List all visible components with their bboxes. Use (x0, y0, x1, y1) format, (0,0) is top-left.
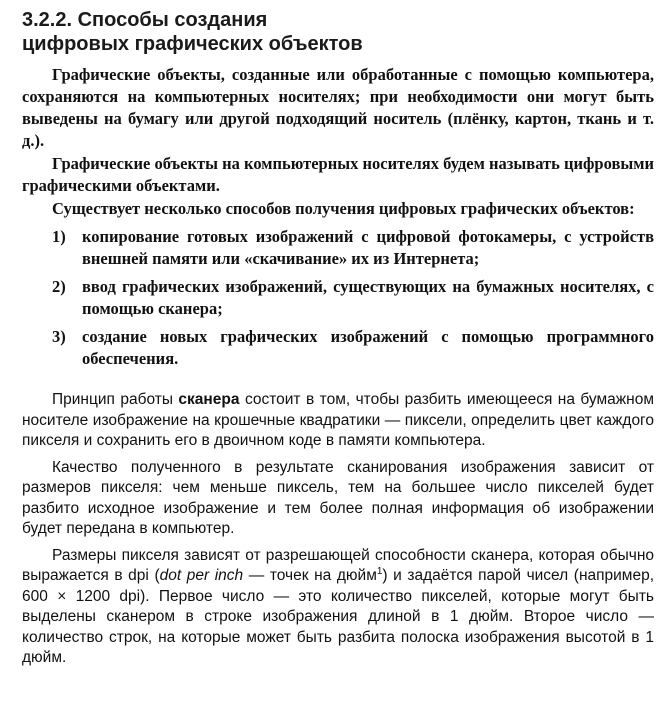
dpi-expansion: dot per inch (159, 567, 244, 584)
ways-list-item-1 (22, 226, 654, 270)
intro-paragraph-3: Существует несколько способов получения цифровых графических объектов: (52, 199, 635, 218)
section-heading-line-2: цифровых графических объектов (22, 33, 363, 55)
ways-list-item-number: 3) (52, 327, 66, 346)
scanner-p1-start: Принцип работы (52, 391, 179, 408)
ways-list-item-number: 1) (52, 227, 66, 246)
ways-list-item-3 (22, 326, 654, 370)
ways-list-item-text: ввод графических изображений, существующих на бумажных носителях, с помощью сканера; (82, 277, 654, 318)
intro-paragraph-1: Графические объекты, созданные или обработанные с помощью компьютера, сохраняются на компьютерных носителях; при необходимости они могут быть выведены на бумагу или другой подходящий носитель (плёнку, картон, ткань и т. д.). (22, 65, 654, 150)
scanner-term: сканера (178, 391, 240, 408)
intro-paragraph-2: Графические объекты на компьютерных носителях будем называть цифровыми графическими объектами. (22, 154, 654, 195)
scanner-p3-end: ) и задаётся парой чисел (например, 600 × 1200 dpi). Первое число — это количество пикселей, которые могут быть выделены сканером в строке изображения длиной в 1 дюйм. Второе число — количество строк, на которые может быть разбита полоска изображения высотой в 1 дюйм. (22, 567, 655, 666)
ways-list-item-number: 2) (52, 277, 66, 296)
ways-list (22, 226, 654, 370)
section-heading-line-1: 3.2.2. Способы создания (22, 9, 268, 31)
scanner-paragraph-1 (22, 390, 654, 452)
ways-list-item-text: копирование готовых изображений с цифровой фотокамеры, с устройств внешней памяти или «скачивание» их из Интернета; (82, 227, 654, 268)
scanner-block (22, 390, 654, 669)
scanner-paragraph-3 (22, 546, 654, 669)
scanner-p3-mid: — точек на дюйм (243, 567, 377, 584)
ways-list-item-text: создание новых графических изображений с помощью программного обеспечения. (82, 327, 654, 368)
scanner-p3-start: Размеры пикселя зависят от разрешающей способности сканера, которая обычно выражается в dpi ( (22, 546, 654, 584)
ways-list-item-2 (22, 276, 654, 320)
footnote-marker: 1 (376, 565, 383, 577)
textbook-page (22, 8, 654, 669)
scanner-p1-end: состоит в том, чтобы разбить имеющееся на бумажном носителе изображение на крошечные квадратики — пиксели, определить цвет каждого пикселя и сохранить его в двоичном коде в памяти компьютера. (22, 391, 654, 449)
scanner-paragraph-2: Качество полученного в результате сканирования изображения зависит от размеров пикселя: чем меньше пиксель, тем на большее число пикселей будет разбито исходное изображение и тем более полная информация об изображении будет передана в компьютер. (22, 458, 654, 537)
section-heading (22, 8, 654, 56)
intro-block (22, 64, 654, 370)
